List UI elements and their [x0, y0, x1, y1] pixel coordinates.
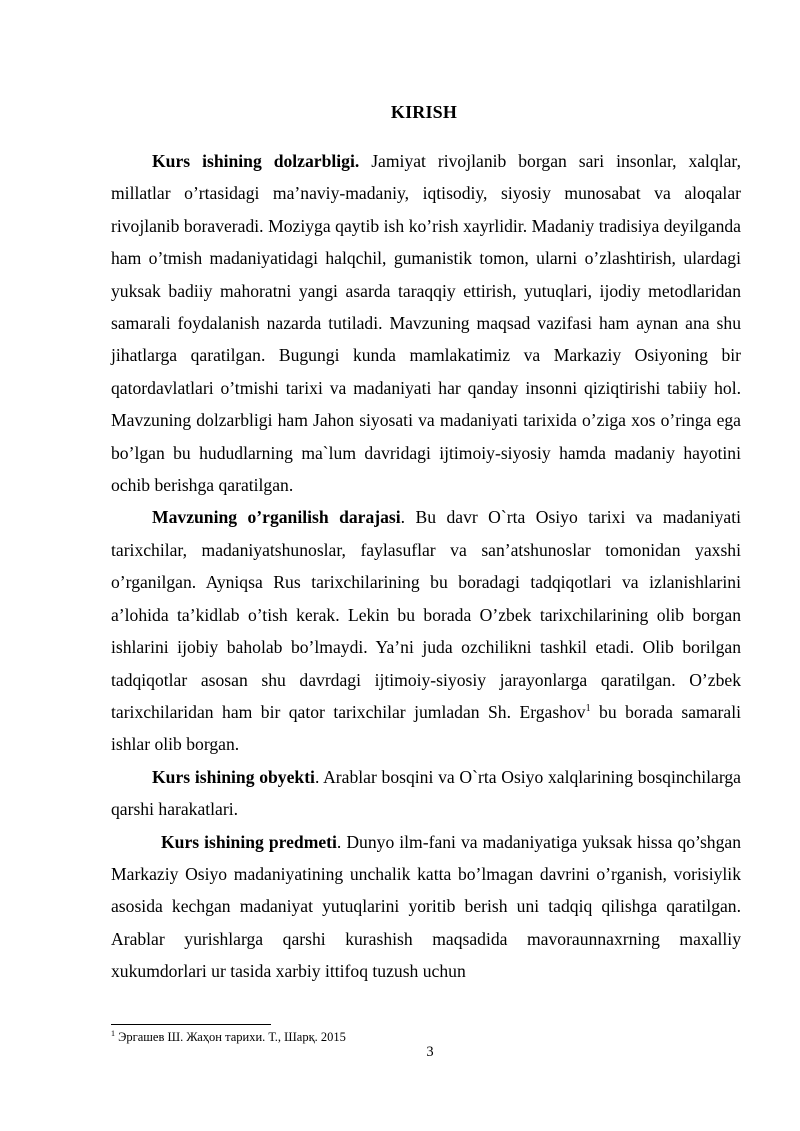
- paragraph-text: Jamiyat rivojlanib borgan sari insonlar, xalqlar, millatlar o’rtasidagi ma’naviy-madaniy, iqtisodiy, siyosiy munosabat va aloqalar rivojlanib boraveradi. Moziyga qaytib ish ko’rish xayrlidir. Madaniy tradisiya deyilganda ham o’tmish madaniyatidagi halqchil, gumanistik tomon, ularni o’zlashtirish, ulardagi yuksak badiiy mahoratni yangi asarda taraqqiy ettirish, yutuqlari, ijodiy metodlaridan samarali foydalanish nazarda tutiladi. Mavzuning maqsad vazifasi ham aynan ana shu jihatlarga qaratilgan. Bugungi kunda mamlakatimiz va Markaziy Osiyoning bir qatordavlatlari o’tmishi tarixi va madaniyati har qanday insonni qiziqtirishi tabiiy hol. Mavzuning dolzarbligi ham Jahon siyosati va madaniyati tarixida o’ziga xos o’ringa ega bo’lgan bu hududlarning ma`lum davridagi ijtimoiy-siyosiy hamda madaniy hayotini ochib berishga qaratilgan.: [111, 151, 741, 496]
- heading: KIRISH: [390, 102, 458, 122]
- paragraph-relevance: [111, 145, 741, 501]
- footnote-marker: 1: [111, 1028, 115, 1038]
- body-text: [111, 145, 741, 988]
- footnote-text: Эргашев Ш. Жаҳон тарихи. Т., Шарқ. 2015: [115, 1030, 346, 1044]
- footnote-reference[interactable]: 1: [585, 703, 591, 715]
- paragraph-text: . Dunyo ilm-fani va madaniyatiga yuksak hissa qo’shgan Markaziy Osiyo madaniyatining unchalik katta bo’lmagan davrini o’rganish, vorisiylik asosida kechgan madaniyat yutuqlarini yoritib berish uni tadqiq qilishga qaratilgan. Arablar yurishlarga qarshi kurashish maqsadida mavoraunnaxrning maxalliy xukumdorlari ur tasida xarbiy ittifoq tuzush uchun: [111, 831, 741, 982]
- footnote-divider: [111, 1024, 271, 1025]
- page-number: 3: [426, 1044, 434, 1060]
- footnote: [111, 1030, 346, 1045]
- paragraph-subject: [111, 826, 741, 988]
- paragraph-object: [111, 761, 741, 826]
- paragraph-label: Kurs ishining dolzarbligi.: [152, 151, 360, 171]
- paragraph-label: Kurs ishining predmeti: [161, 831, 337, 852]
- paragraph-label: Mavzuning o’rganilish darajasi: [152, 507, 401, 528]
- paragraph-text: . Arablar bosqini va O`rta Osiyo xalqlarining bosqinchilarga qarshi harakatlari.: [111, 766, 741, 820]
- paragraph-text: . Bu davr O`rta Osiyo tarixi va madaniyati tarixchilar, madaniyatshunoslar, faylasuflar va san’atshunoslar tomonidan yaxshi o’rganilgan. Ayniqsa Rus tarixchilarining bu boradagi tadqiqotlari va izlanishlarini a’lohida ta’kidlab o’tish kerak. Lekin bu borada O’zbek tarixchilarining olib borgan ishlarini ijobiy baholab bo’lmaydi. Ya’ni juda ozchilikni tashkil etadi. Olib borilgan tadqiqotlar asosan shu davrdagi ijtimoiy-siyosiy jarayonlarga qaratilgan. O’zbek tarixchilaridan ham bir qator tarixchilar jumladan Sh. Ergashov: [111, 507, 741, 722]
- paragraph-study-degree: [111, 501, 741, 760]
- paragraph-label: Kurs ishining obyekti: [152, 766, 315, 787]
- paragraph-text: bu borada samarali ishlar olib borgan.: [111, 701, 741, 755]
